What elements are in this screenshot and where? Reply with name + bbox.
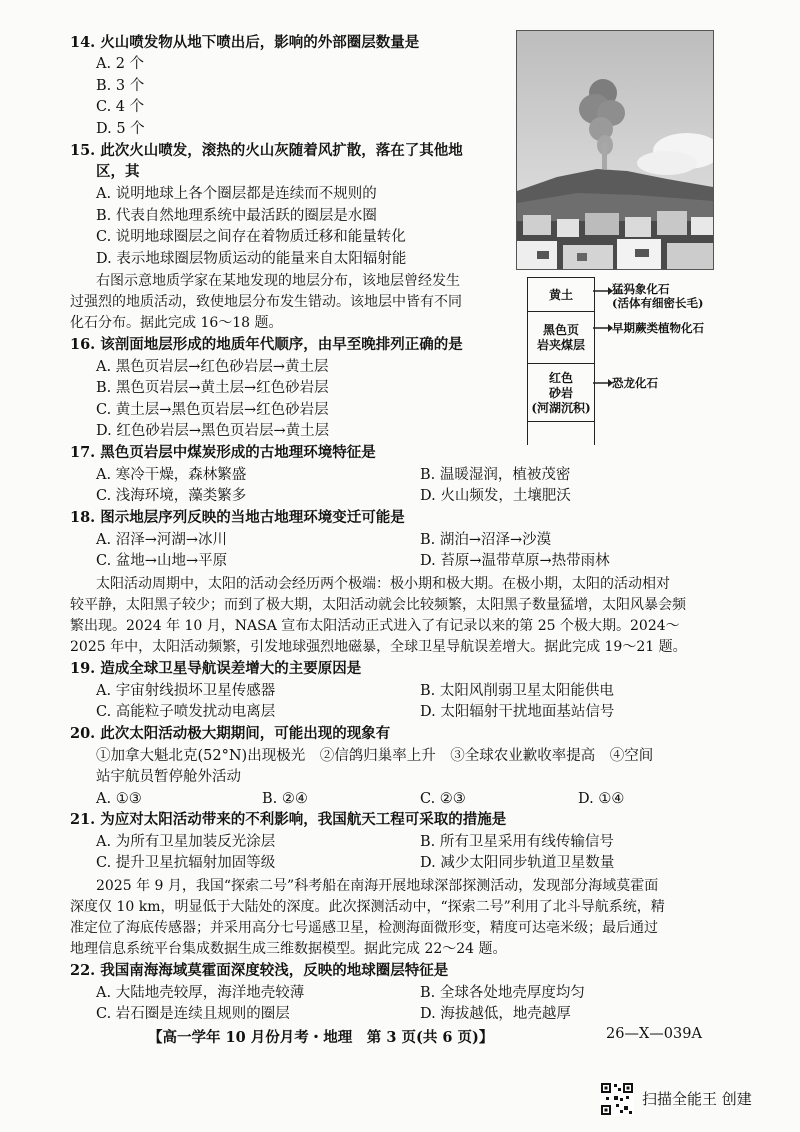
text-line-q14: 14. 火山喷发物从地下喷出后，影响的外部圈层数量是 [70, 34, 420, 51]
qr-code-icon [600, 1082, 634, 1116]
strata-layer-3 [528, 421, 594, 446]
text-line-q14b: B. 3 个 [96, 78, 145, 94]
text-line-q21: 21. 为应对太阳活动带来的不利影响，我国航天工程可采取的措施是 [70, 811, 507, 828]
text-line-p22a: 2025 年 9 月，我国“探索二号”科考船在南海开展地球深部探测活动，发现部分海域莫霍面 [96, 878, 659, 894]
text-line-q16: 16. 该剖面地层形成的地质年代顺序，由早至晚排列正确的是 [70, 336, 463, 353]
text-line-q15: 15. 此次火山喷发，滚热的火山灰随着风扩散，落在了其他地 [70, 142, 463, 159]
fossil-label-2: 恐龙化石 [612, 376, 658, 390]
text-line-q19b: B. 太阳风削弱卫星太阳能供电 [420, 683, 614, 699]
strata-layer-0: 黄土 [528, 277, 594, 312]
text-line-p19d: 2025 年中，太阳活动频繁，引发地球强烈地磁暴，全球卫星导航误差增大。据此完成 19～21 题。 [70, 639, 687, 655]
text-line-q19d: D. 太阳辐射干扰地面基站信号 [420, 704, 615, 720]
fossil-label-0: 猛犸象化石 (活体有细密长毛) [612, 282, 704, 310]
text-line-q18d: D. 苔原→温带草原→热带雨林 [420, 553, 610, 569]
strata-layer-2: 红色 砂岩 (河湖沉积) [528, 363, 594, 422]
text-line-p19b: 较平静，太阳黑子较少；而到了极大期，太阳活动就会比较频繁，太阳黑子数量猛增，太阳风暴会频 [70, 597, 686, 613]
text-line-q22c: C. 岩石圈是连续且规则的圈层 [96, 1006, 290, 1022]
text-line-q18b: B. 湖泊→沼泽→沙漠 [420, 532, 552, 548]
text-line-q22: 22. 我国南海海域莫霍面深度较浅，反映的地球圈层特征是 [70, 962, 449, 979]
text-line-p22d: 地理信息系统平台集成数据生成三维数据模型。据此完成 22～24 题。 [70, 941, 507, 957]
text-line-p16c: 化石分布。据此完成 16～18 题。 [70, 315, 283, 331]
page-footer-title: 【高一学年 10 月份月考・地理 第 3 页(共 6 页)】 [148, 1029, 494, 1046]
text-line-q16d: D. 红色砂岩层→黑色页岩层→黄土层 [96, 423, 330, 439]
text-line-q22a: A. 大陆地壳较厚，海洋地壳较薄 [96, 985, 305, 1001]
text-line-q17c: C. 浅海环境，藻类繁多 [96, 488, 247, 504]
text-line-q20b: B. ②④ [262, 791, 308, 807]
text-line-q18c: C. 盆地→山地→平原 [96, 553, 228, 569]
text-line-q14a: A. 2 个 [96, 56, 145, 72]
text-line-q15oc: C. 说明地球圈层之间存在着物质迁移和能量转化 [96, 229, 406, 245]
strata-diagram [527, 277, 595, 445]
text-line-q16c: C. 黄土层→黑色页岩层→红色砂岩层 [96, 402, 329, 418]
text-line-q17d: D. 火山频发，土壤肥沃 [420, 488, 571, 504]
text-line-q20d: D. ①④ [578, 791, 625, 807]
text-line-p22b: 深度仅 10 km，明显低于大陆处的深度。此次探测活动中，“探索二号”利用了北斗导航系统，精 [70, 899, 665, 915]
text-line-q20: 20. 此次太阳活动极大期期间，可能出现的现象有 [70, 725, 391, 742]
text-line-q17: 17. 黑色页岩层中煤炭形成的古地理环境特征是 [70, 444, 376, 461]
text-line-q21d: D. 减少太阳同步轨道卫星数量 [420, 855, 615, 871]
text-line-q15ob: B. 代表自然地理系统中最活跃的圈层是水圈 [96, 208, 377, 224]
text-line-q15od: D. 表示地球圈层物质运动的能量来自太阳辐射能 [96, 251, 407, 267]
text-line-q14d: D. 5 个 [96, 121, 145, 137]
text-line-q20c: C. ②③ [420, 791, 466, 807]
text-line-q15oa: A. 说明地球上各个圈层都是连续而不规则的 [96, 186, 377, 202]
text-line-q21c: C. 提升卫星抗辐射加固等级 [96, 855, 276, 871]
fossil-label-1: 早期蕨类植物化石 [612, 321, 704, 335]
text-line-q18: 18. 图示地层序列反映的当地古地理环境变迁可能是 [70, 509, 405, 526]
fossil-arrows [593, 277, 613, 407]
text-line-q21a: A. 为所有卫星加装反光涂层 [96, 834, 276, 850]
text-line-q20s1: ①加拿大魁北克(52°N)出现极光 ②信鸽归巢率上升 ③全球农业歉收率提高 ④空间 [96, 748, 654, 764]
text-line-q18a: A. 沼泽→河湖→冰川 [96, 532, 227, 548]
page-footer-code: 26—X—039A [606, 1026, 702, 1042]
text-line-q14c: C. 4 个 [96, 99, 145, 115]
text-line-q20s2: 站宇航员暂停舱外活动 [96, 769, 241, 785]
text-line-q19: 19. 造成全球卫星导航误差增大的主要原因是 [70, 660, 362, 677]
text-line-q16a: A. 黑色页岩层→红色砂岩层→黄土层 [96, 359, 329, 375]
text-line-q19a: A. 宇宙射线损坏卫星传感器 [96, 683, 276, 699]
text-line-p16a: 右图示意地质学家在某地发现的地层分布，该地层曾经发生 [96, 273, 460, 289]
text-line-q20a: A. ①③ [96, 791, 142, 807]
text-line-q16b: B. 黑色页岩层→黄土层→红色砂岩层 [96, 380, 329, 396]
scanner-brand-label: 扫描全能王 创建 [642, 1090, 752, 1108]
text-line-q17a: A. 寒冷干燥，森林繁盛 [96, 467, 247, 483]
text-line-p19a: 太阳活动周期中，太阳的活动会经历两个极端：极小期和极大期。在极小期，太阳的活动相对 [96, 576, 670, 592]
volcano-photo [516, 30, 714, 270]
text-line-q22b: B. 全球各处地壳厚度均匀 [420, 985, 585, 1001]
text-line-q15b: 区，其 [96, 163, 140, 180]
strata-layer-1: 黑色页 岩夹煤层 [528, 311, 594, 364]
text-line-p22c: 准定位了海底传感器；并采用高分七号遥感卫星，检测海面微形变，精度可达亳米级；最后通过 [70, 920, 658, 936]
text-line-q17b: B. 温暖湿润，植被茂密 [420, 467, 571, 483]
text-line-q21b: B. 所有卫星采用有线传输信号 [420, 834, 614, 850]
text-line-q19c: C. 高能粒子喷发扰动电离层 [96, 704, 276, 720]
text-line-q22d: D. 海拔越低，地壳越厚 [420, 1006, 571, 1022]
text-line-p16b: 过强烈的地质活动，致使地层分布发生错动。该地层中皆有不同 [70, 294, 462, 310]
text-line-p19c: 繁出现。2024 年 10 月，NASA 宣布太阳活动正式进入了有记录以来的第 25 个极大期。2024～ [70, 618, 680, 634]
